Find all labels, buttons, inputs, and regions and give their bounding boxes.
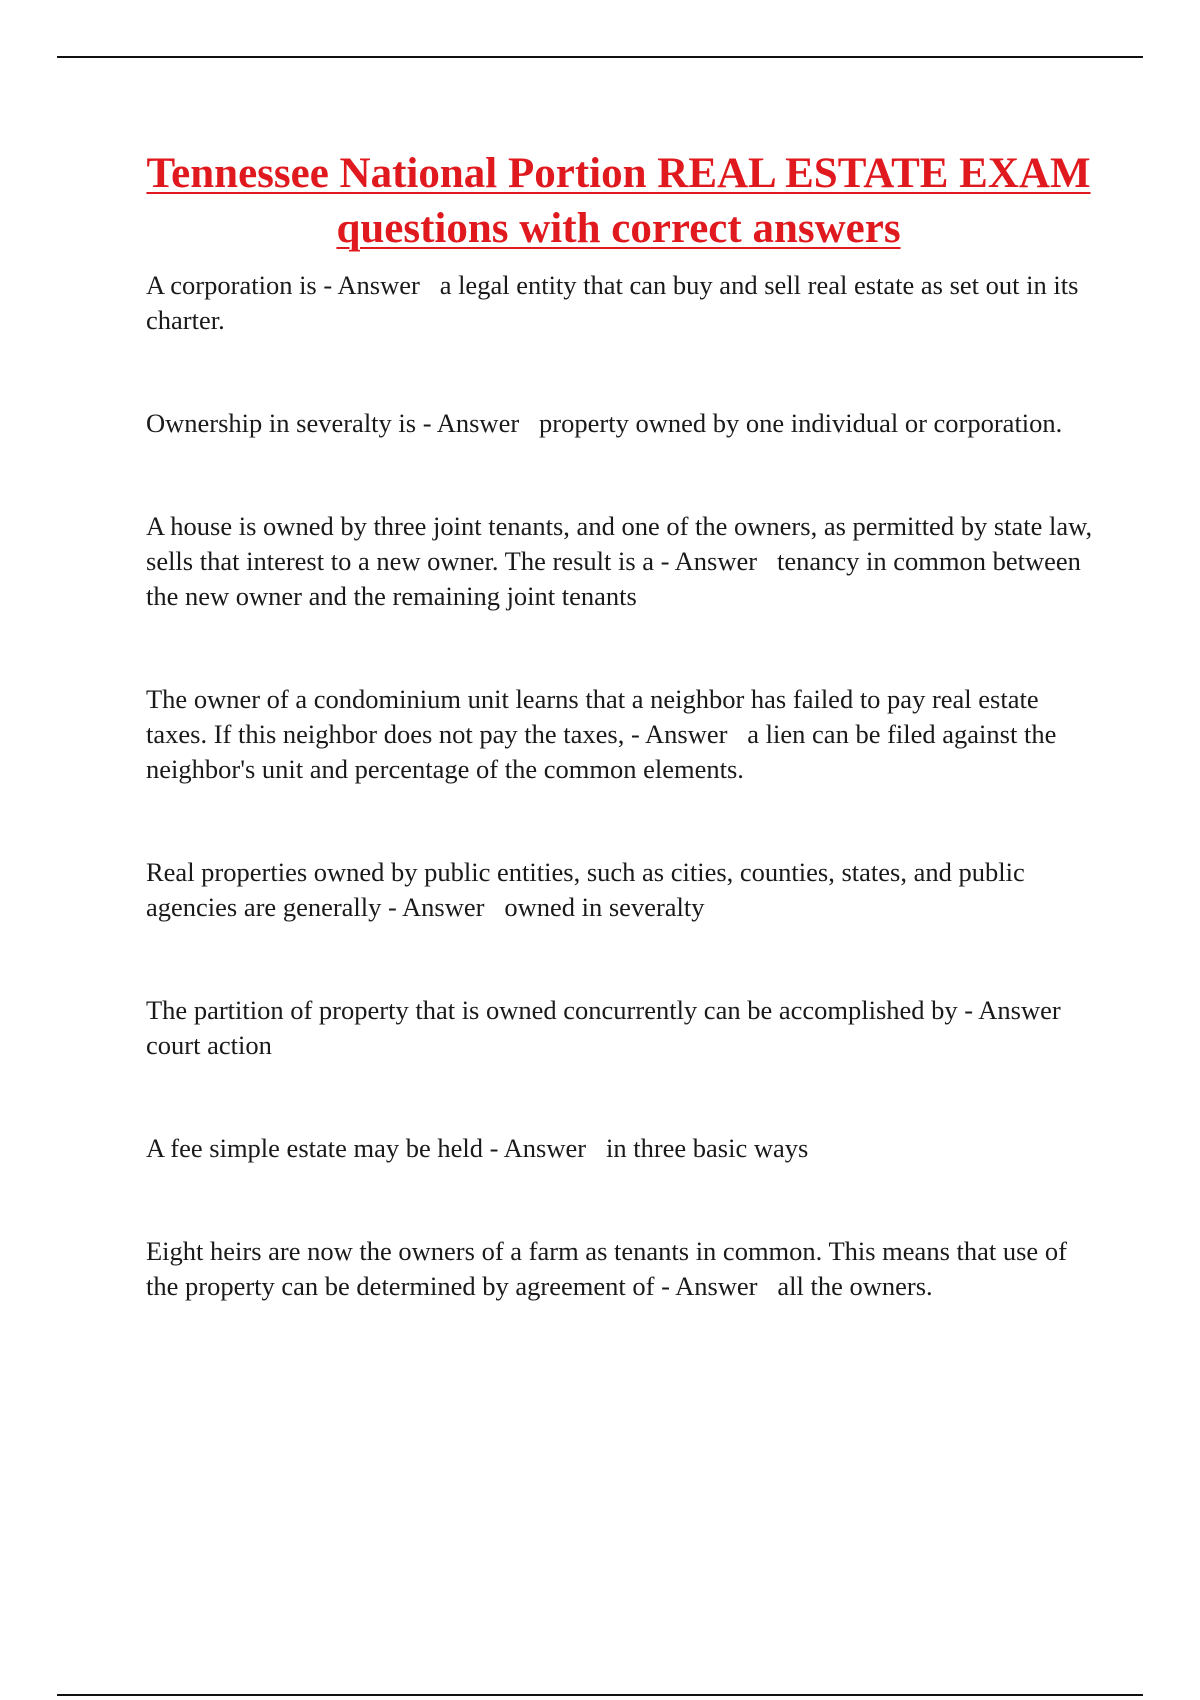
answer-label: Answer <box>675 1271 758 1301</box>
qa-item <box>146 509 1096 614</box>
answer-label: Answer <box>436 408 520 438</box>
answer-label: Answer <box>644 719 728 749</box>
qa-item <box>146 1131 1096 1166</box>
question-text: A fee simple estate may be held <box>146 1133 484 1163</box>
answer-text: a lien can be filed against the neighbor's unit and percentage of the common elements. <box>146 719 1057 784</box>
answer-text: all the owners. <box>777 1271 933 1301</box>
qa-item <box>146 855 1096 925</box>
answer-text: court action <box>146 1030 272 1060</box>
question-text: The partition of property that is owned concurrently can be accomplished by <box>146 995 958 1025</box>
answer-label: Answer <box>402 892 485 922</box>
separator: - <box>316 270 338 300</box>
answer-text: tenancy in common between the new owner and the remaining joint tenants <box>146 546 1081 611</box>
top-rule <box>57 56 1143 58</box>
question-text: Ownership in severalty is <box>146 408 417 438</box>
separator: - <box>654 546 675 576</box>
qa-item <box>146 1234 1096 1304</box>
separator: - <box>624 719 645 749</box>
answer-text: property owned by one individual or corporation. <box>539 408 1063 438</box>
qa-item <box>146 682 1096 787</box>
answer-text: in three basic ways <box>605 1133 809 1163</box>
bottom-rule <box>57 1694 1143 1696</box>
qa-item <box>146 993 1096 1063</box>
answer-label: Answer <box>978 995 1061 1025</box>
answer-label: Answer <box>503 1133 587 1163</box>
qa-list <box>146 268 1096 1372</box>
document-title: Tennessee National Portion REAL ESTATE EXAM questions with correct answers <box>146 150 1091 252</box>
separator: - <box>381 892 403 922</box>
answer-text: owned in severalty <box>504 892 705 922</box>
separator: - <box>654 1271 676 1301</box>
question-text: The owner of a condominium unit learns that a neighbor has failed to pay real estate taxes. If this neighbor does not pay the taxes, <box>146 684 1039 749</box>
qa-item <box>146 406 1096 441</box>
answer-label: Answer <box>674 546 758 576</box>
separator: - <box>957 995 979 1025</box>
question-text: Eight heirs are now the owners of a farm as tenants in common. This means that use of the property can be determined by agreement of <box>146 1236 1067 1301</box>
answer-label: Answer <box>337 270 420 300</box>
answer-text: a legal entity that can buy and sell real estate as set out in its charter. <box>146 270 1079 335</box>
question-text: Real properties owned by public entities, such as cities, counties, states, and public agencies are generally <box>146 857 1025 922</box>
qa-item <box>146 268 1096 338</box>
separator: - <box>483 1133 504 1163</box>
question-text: A house is owned by three joint tenants, and one of the owners, as permitted by state law, sells that interest to a new owner. The result is a <box>146 511 1093 576</box>
question-text: A corporation is <box>146 270 317 300</box>
separator: - <box>416 408 437 438</box>
